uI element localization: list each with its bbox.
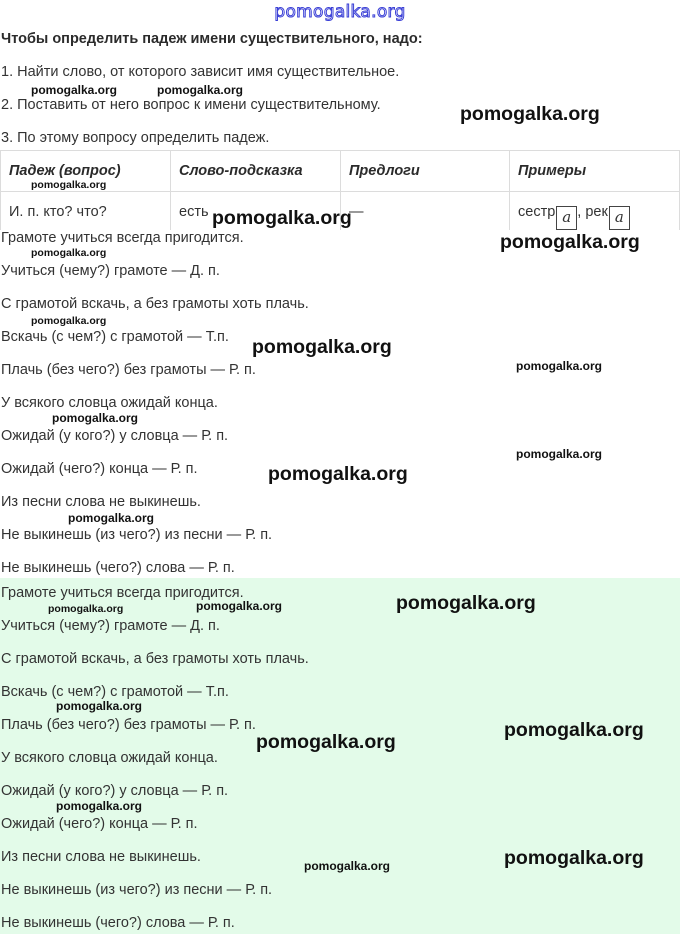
answer-line-7: Ожидай (у кого?) у словца — Р. п.: [1, 783, 229, 799]
exercise-line-7: Ожидай (у кого?) у словца — Р. п.: [1, 428, 229, 444]
watermark: pomogalka.org: [396, 592, 536, 614]
watermark: pomogalka.org: [31, 315, 107, 327]
example-separator: ,: [577, 204, 582, 220]
table-header-prepositions: Предлоги: [349, 163, 420, 179]
answer-line-1: Грамоте учиться всегда пригодится.: [1, 585, 244, 601]
watermark: pomogalka.org: [516, 359, 603, 373]
watermark: pomogalka.org: [157, 83, 244, 97]
exercise-line-11: Не выкинешь (чего?) слова — Р. п.: [1, 560, 235, 576]
exercise-line-3: С грамотой вскачь, а без грамоты хоть плачь.: [1, 296, 309, 312]
table-divider-1: [170, 150, 171, 230]
watermark: pomogalka.org: [31, 83, 118, 97]
table-border-left: [0, 150, 1, 230]
watermark: pomogalka.org: [48, 603, 124, 615]
table-cell-case: И. п. кто? что?: [9, 204, 107, 220]
answer-line-4: Вскачь (с чем?) с грамотой — Т.п.: [1, 684, 229, 700]
example-word-1: сестр: [518, 204, 556, 220]
watermark: pomogalka.org: [212, 207, 352, 229]
table-header-examples: Примеры: [518, 163, 587, 179]
table-header-case: Падеж (вопрос): [9, 163, 121, 179]
exercise-line-8: Ожидай (чего?) конца — Р. п.: [1, 461, 198, 477]
exercise-line-10: Не выкинешь (из чего?) из песни — Р. п.: [1, 527, 273, 543]
watermark: pomogalka.org: [52, 411, 139, 425]
table-cell-examples: [518, 204, 630, 230]
table-header-hint: Слово-подсказка: [179, 163, 303, 179]
watermark: pomogalka.org: [56, 799, 143, 813]
exercise-line-2: Учиться (чему?) грамоте — Д. п.: [1, 263, 220, 279]
watermark: pomogalka.org: [68, 511, 155, 525]
answer-line-6: У всякого словца ожидай конца.: [1, 750, 218, 766]
watermark: pomogalka.org: [56, 699, 143, 713]
watermark: pomogalka.org: [31, 247, 107, 259]
site-logo: pomogalka.org: [274, 2, 406, 22]
table-cell-hint: есть: [179, 204, 209, 220]
example-ending-2: а: [609, 206, 630, 230]
rule-step-3: 3. По этому вопросу определить падеж.: [1, 130, 270, 146]
watermark: pomogalka.org: [252, 336, 392, 358]
answer-line-11: Не выкинешь (чего?) слова — Р. п.: [1, 915, 235, 931]
watermark: pomogalka.org: [304, 859, 391, 873]
table-cell-prepositions: —: [349, 204, 364, 220]
answer-line-9: Из песни слова не выкинешь.: [1, 849, 201, 865]
exercise-line-5: Плачь (без чего?) без грамоты — Р. п.: [1, 362, 256, 378]
watermark: pomogalka.org: [256, 731, 396, 753]
watermark: pomogalka.org: [460, 103, 600, 125]
exercise-line-9: Из песни слова не выкинешь.: [1, 494, 201, 510]
example-word-2: рек: [585, 204, 608, 220]
watermark: pomogalka.org: [504, 719, 644, 741]
rule-title: Чтобы определить падеж имени существительного, надо:: [1, 31, 423, 47]
example-ending-1: а: [556, 206, 577, 230]
rule-step-2: 2. Поставить от него вопрос к имени существительному.: [1, 97, 381, 113]
watermark: pomogalka.org: [31, 179, 107, 191]
exercise-line-1: Грамоте учиться всегда пригодится.: [1, 230, 244, 246]
watermark: pomogalka.org: [500, 231, 640, 253]
answer-line-8: Ожидай (чего?) конца — Р. п.: [1, 816, 198, 832]
exercise-line-6: У всякого словца ожидай конца.: [1, 395, 218, 411]
answer-line-2: Учиться (чему?) грамоте — Д. п.: [1, 618, 220, 634]
answer-line-5: Плачь (без чего?) без грамоты — Р. п.: [1, 717, 256, 733]
exercise-line-4: Вскачь (с чем?) с грамотой — Т.п.: [1, 329, 229, 345]
watermark: pomogalka.org: [516, 447, 603, 461]
rule-step-1: 1. Найти слово, от которого зависит имя существительное.: [1, 64, 400, 80]
watermark: pomogalka.org: [196, 599, 283, 613]
table-divider-3: [509, 150, 510, 230]
watermark: pomogalka.org: [504, 847, 644, 869]
answer-line-10: Не выкинешь (из чего?) из песни — Р. п.: [1, 882, 273, 898]
answer-line-3: С грамотой вскачь, а без грамоты хоть плачь.: [1, 651, 309, 667]
watermark: pomogalka.org: [268, 463, 408, 485]
